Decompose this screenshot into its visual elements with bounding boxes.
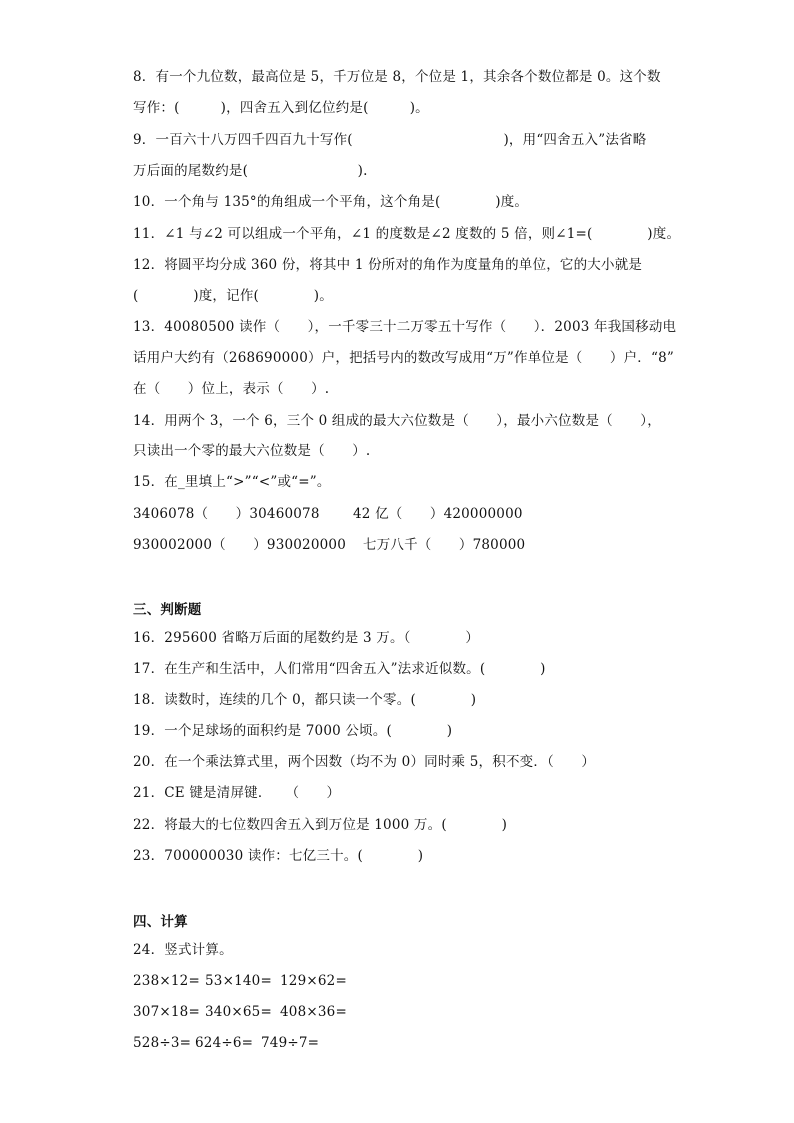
compare-item: 七万八千（ ）780000 — [363, 537, 526, 553]
question-12-line-1: 12．将圆平均分成 360 份，将其中 1 份所对的角作为度量角的单位，它的大小就是 — [133, 257, 643, 273]
calc-expression: 528÷3= — [133, 1035, 192, 1051]
question-14-line-2: 只读出一个零的最大六位数是（ ）. — [133, 443, 371, 459]
section-heading-judge: 三、判断题 — [133, 602, 202, 618]
judge-item: 17．在生产和生活中，人们常用“四舍五入”法求近似数。( ) — [133, 661, 546, 677]
judge-item: 19．一个足球场的面积约是 7000 公顷。( ) — [133, 723, 453, 739]
calc-expression: 129×62= — [280, 973, 347, 989]
calc-expression: 340×65= — [205, 1004, 272, 1020]
question-8-line-1: 8．有一个九位数，最高位是 5，千万位是 8，个位是 1，其余各个数位都是 0。这个数 — [133, 69, 661, 85]
question-9-line-1: 9．一百六十八万四千四百九十写作( )，用“四舍五入”法省略 — [133, 132, 647, 148]
question-12-line-2: ( )度，记作( )。 — [133, 288, 333, 304]
calc-row — [133, 971, 433, 991]
question-8-line-2: 写作：( )，四舍五入到亿位约是( )。 — [133, 100, 429, 116]
compare-item: 930002000（ ）930020000 — [133, 537, 347, 553]
judge-item: 16．295600 省略万后面的尾数约是 3 万。（ ） — [133, 630, 480, 646]
question-15-row-1 — [133, 504, 693, 524]
calc-expression: 408×36= — [280, 1004, 347, 1020]
compare-item: 42 亿（ ）420000000 — [353, 506, 523, 522]
judge-item: 21．CE 键是清屏键． （ ） — [133, 785, 341, 801]
section-heading-calc: 四、计算 — [133, 914, 188, 930]
question-13-line-3: 在（ ）位上，表示（ ）. — [133, 381, 330, 397]
question-15-title: 15．在_里填上“>”“<”或“=”。 — [133, 474, 331, 490]
calc-row — [133, 1002, 433, 1022]
judge-item: 20．在一个乘法算式里，两个因数（均不为 0）同时乘 5，积不变．（ ） — [133, 754, 596, 770]
calc-expression: 53×140= — [205, 973, 272, 989]
compare-item: 3406078（ ）30460078 — [133, 506, 320, 522]
judge-item: 18．读数时，连续的几个 0，都只读一个零。( ) — [133, 692, 477, 708]
question-14-line-1: 14．用两个 3，一个 6，三个 0 组成的最大六位数是（ ），最小六位数是（ ）， — [133, 413, 661, 429]
judge-item: 22．将最大的七位数四舍五入到万位是 1000 万。( ) — [133, 817, 508, 833]
calc-expression: 238×12= — [133, 973, 200, 989]
question-13-line-1: 13．40080500 读作（ ），一千零三十二万零五十写作（ ）．2003 年我国移动电 — [133, 319, 677, 335]
question-11: 11．∠1 与∠2 可以组成一个平角，∠1 的度数是∠2 度数的 5 倍，则∠1=( )度。 — [133, 226, 681, 242]
calc-expression: 749÷7= — [261, 1035, 320, 1051]
question-9-line-2: 万后面的尾数约是( ). — [133, 163, 368, 179]
calc-expression: 624÷6= — [195, 1035, 254, 1051]
judge-item: 23．700000030 读作：七亿三十。( ) — [133, 848, 424, 864]
question-24-title: 24．竖式计算。 — [133, 942, 233, 958]
calc-expression: 307×18= — [133, 1004, 200, 1020]
question-13-line-2: 话用户大约有（268690000）户，把括号内的数改写成用“万”作单位是（ ）户．“8” — [133, 350, 674, 366]
calc-row — [133, 1033, 433, 1053]
question-10: 10．一个角与 135°的角组成一个平角，这个角是( )度。 — [133, 194, 529, 210]
question-15-row-2 — [133, 535, 693, 555]
